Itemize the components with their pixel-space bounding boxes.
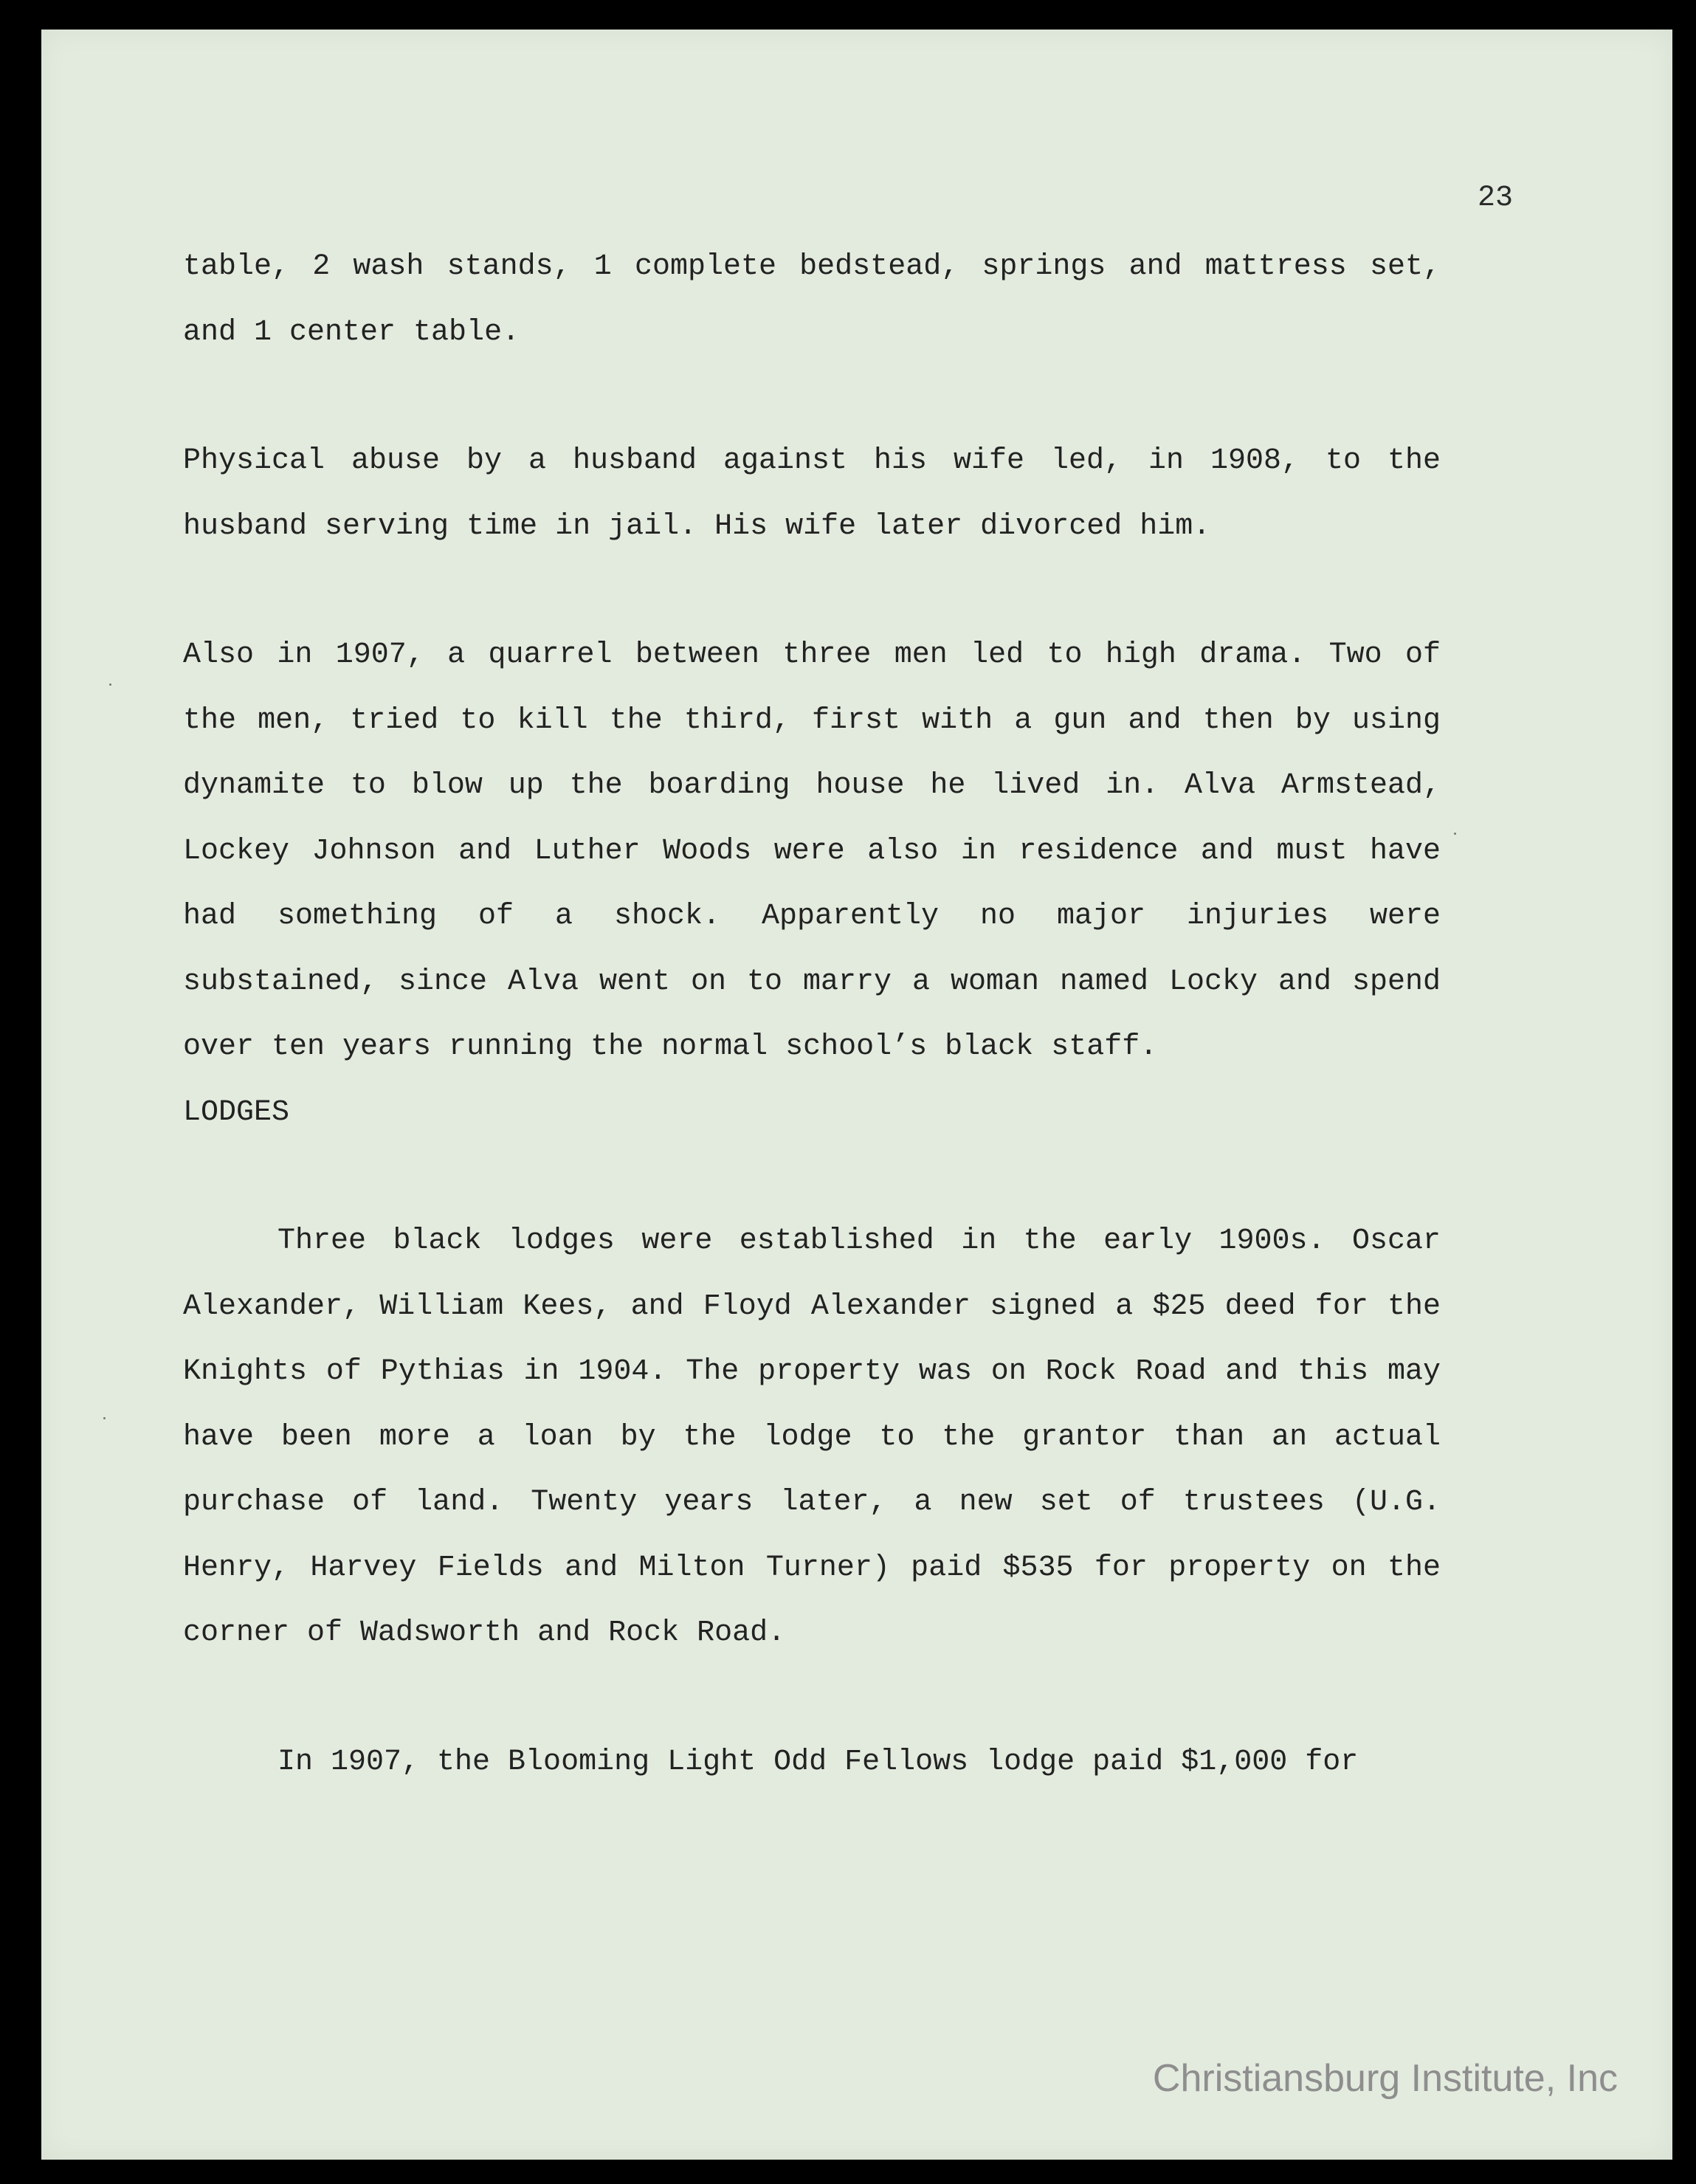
page-number: 23 [1477,182,1513,215]
paper-speck [103,1417,106,1419]
section-heading-lodges: LODGES [183,1095,290,1129]
watermark-text: Christiansburg Institute, Inc [1152,2057,1618,2100]
paragraph-black-lodges: Three black lodges were established in the early 1900s. Oscar Alexander, William Kees, and Floyd Alexander signed a $25 deed for the Knights of Pythias in 1904. The property was on Rock Road and this may have been more a loan by the lodge to the grantor than an actual purchase of land. Twenty years later, a new set of trustees (U.G. Henry, Harvey Fields and Milton Turner) paid $535 for property on the corner of Wadsworth and Rock Road. [183,1224,1441,1650]
paragraph-odd-fellows: In 1907, the Blooming Light Odd Fellows lodge paid $1,000 for [278,1745,1359,1779]
paragraph-physical-abuse: Physical abuse by a husband against his wife led, in 1908, to the husband serving time in jail. His wife later divorced him. [183,444,1441,543]
paragraph-furniture-list: table, 2 wash stands, 1 complete bedstead, springs and mattress set, and 1 center table. [183,250,1441,349]
paragraph-quarrel: Also in 1907, a quarrel between three men led to high drama. Two of the men, tried to kill the third, first with a gun and then by using dynamite to blow up the boarding house he lived in. Alva Armstead, Lockey Johnson and Luther Woods were also in residence and must have had something of a shock. Apparently no major injuries were substained, since Alva went on to marry a woman named Locky and spend over ten years running the normal school’s black staff. [183,638,1441,1064]
paper-speck [1454,833,1456,835]
paper-speck [109,683,111,686]
body-text [183,235,1441,1795]
